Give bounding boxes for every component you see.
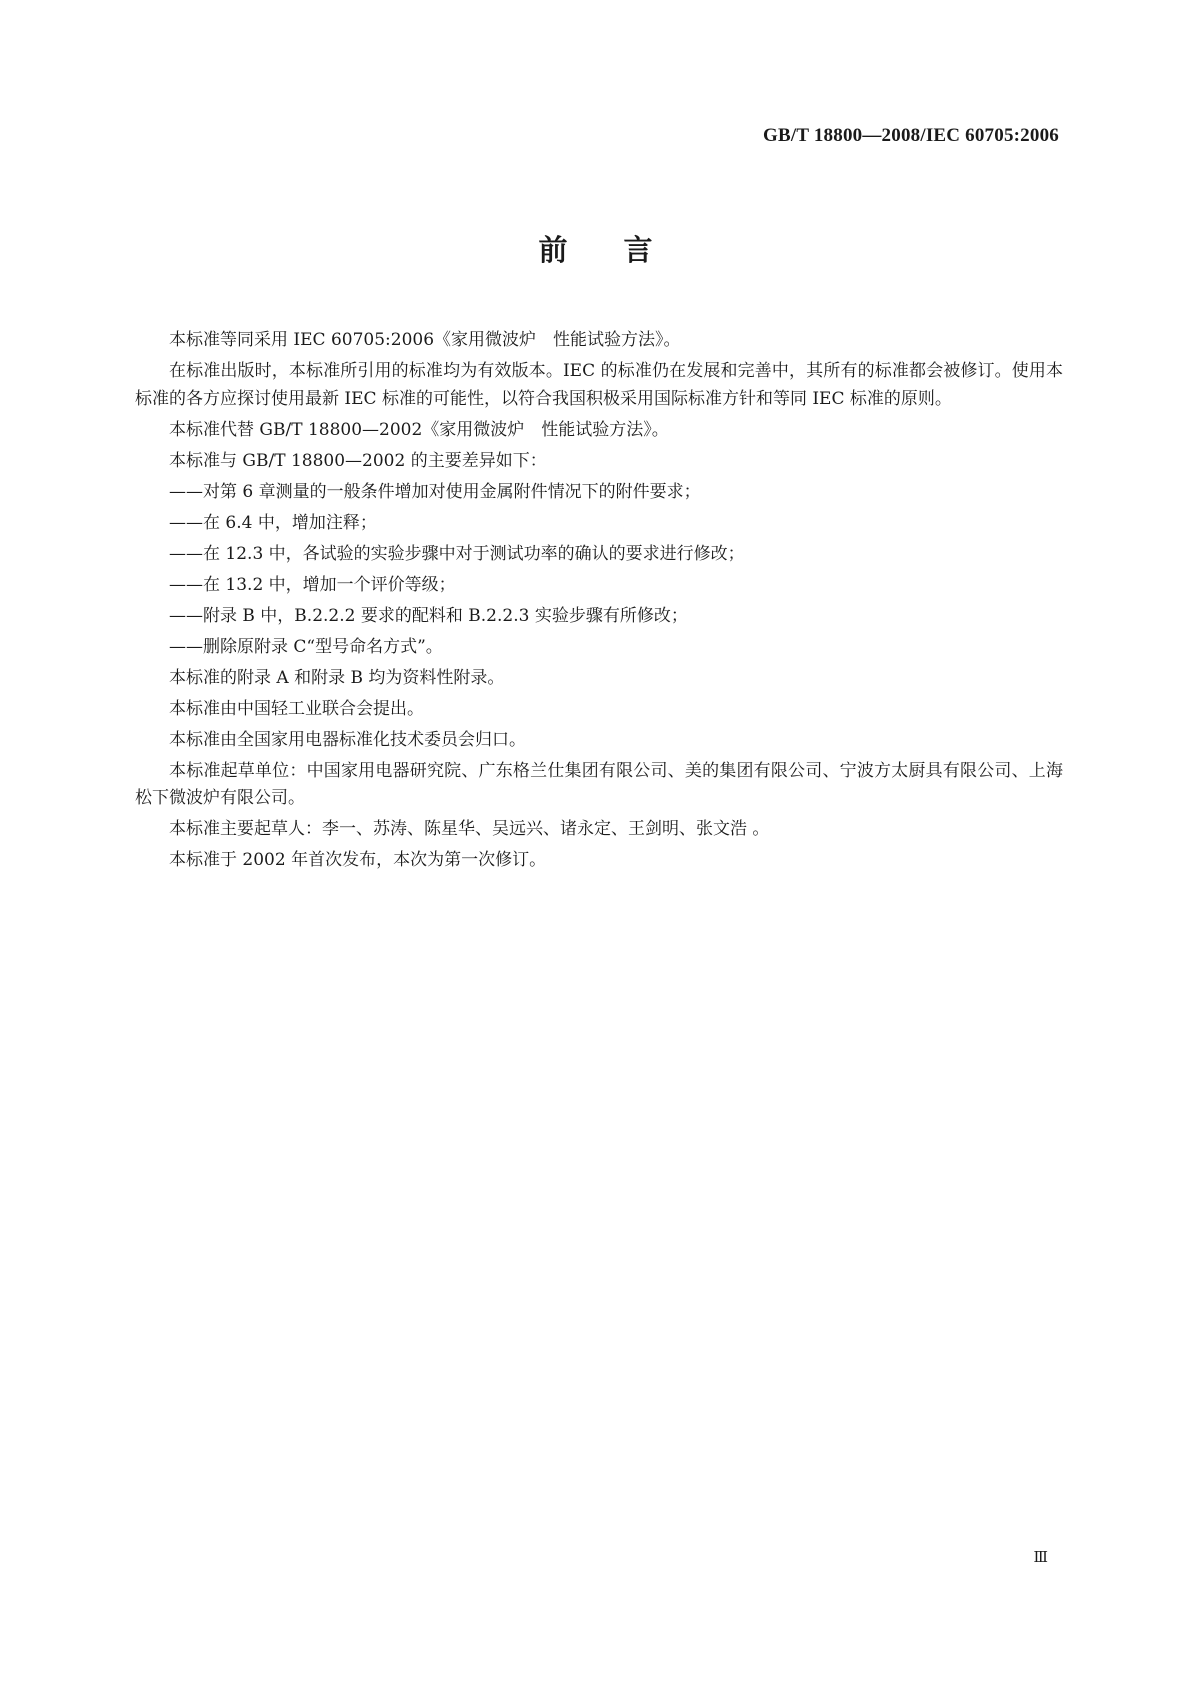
paragraph: 本标准代替 GB/T 18800—2002《家用微波炉 性能试验方法》。: [169, 419, 669, 440]
page-title: 前言: [538, 233, 709, 267]
paragraph: 本标准由全国家用电器标准化技术委员会归口。: [169, 729, 526, 750]
list-item: ——在 6.4 中，增加注释；: [169, 512, 377, 533]
foreword-body: [135, 327, 1063, 878]
list-item: ——附录 B 中，B.2.2.2 要求的配料和 B.2.2.3 实验步骤有所修改；: [169, 605, 688, 626]
paragraph: 在标准出版时，本标准所引用的标准均为有效版本。IEC 的标准仍在发展和完善中，其所有的标准都会被修订。使用本标准的各方应探讨使用最新 IEC 标准的可能性，以符合我国积极采用国际标准方针和等同 IEC 标准的原则。: [135, 361, 1063, 409]
paragraph: 本标准与 GB/T 18800—2002 的主要差异如下：: [169, 450, 547, 471]
list-item: ——删除原附录 C“型号命名方式”。: [169, 636, 443, 657]
paragraph: 本标准起草单位：中国家用电器研究院、广东格兰仕集团有限公司、美的集团有限公司、宁波方太厨具有限公司、上海松下微波炉有限公司。: [135, 760, 1063, 808]
paragraph: 本标准于 2002 年首次发布，本次为第一次修订。: [169, 850, 547, 870]
paragraph: 本标准等同采用 IEC 60705:2006《家用微波炉 性能试验方法》。: [169, 330, 681, 350]
paragraph: 本标准的附录 A 和附录 B 均为资料性附录。: [169, 667, 505, 688]
standard-code-header: GB/T 18800—2008/IEC 60705:2006: [763, 125, 1059, 146]
list-item: ——在 12.3 中，各试验的实验步骤中对于测试功率的确认的要求进行修改；: [169, 543, 745, 564]
page-number: Ⅲ: [1033, 1550, 1048, 1566]
list-item: ——在 13.2 中，增加一个评价等级；: [169, 574, 456, 595]
list-item: ——对第 6 章测量的一般条件增加对使用金属附件情况下的附件要求；: [169, 481, 701, 502]
paragraph: 本标准主要起草人：李一、苏涛、陈星华、吴远兴、诸永定、王剑明、张文浩 。: [169, 819, 770, 839]
paragraph: 本标准由中国轻工业联合会提出。: [169, 698, 424, 719]
